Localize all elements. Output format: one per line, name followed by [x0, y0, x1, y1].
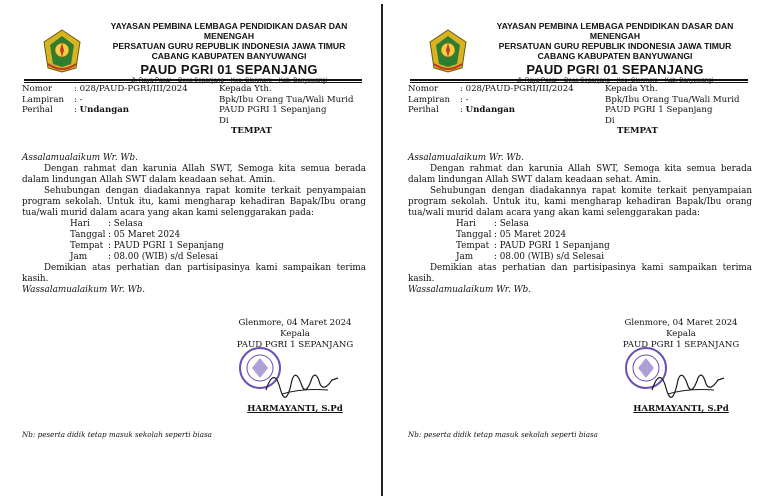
- recipient-line-5: TEMPAT: [231, 126, 272, 136]
- letter-body: [22, 153, 366, 296]
- nomor-value: : 028/PAUD-PGRI/III/2024: [74, 84, 188, 94]
- signer-title: Kepala: [666, 329, 696, 339]
- signature-icon: [262, 360, 342, 402]
- farewell: Wassalamualaikum Wr. Wb.: [408, 285, 532, 295]
- lampiran-label: Lampiran: [22, 94, 64, 105]
- recipient-block: [605, 84, 740, 137]
- perihal-label: Perihal: [408, 105, 439, 115]
- header-rule: [24, 79, 362, 81]
- lampiran-value: : -: [74, 94, 83, 105]
- perihal-value: Undangan: [465, 105, 516, 115]
- pgri-logo-icon: [40, 28, 84, 74]
- recipient-line-2: Bpk/Ibu Orang Tua/Wali Murid: [219, 94, 354, 105]
- nomor-label: Nomor: [22, 84, 53, 94]
- perihal-sep: :: [74, 105, 80, 115]
- nomor-label: Nomor: [408, 84, 439, 94]
- detail-label: Jam: [70, 252, 88, 262]
- paragraph-1: Dengan rahmat dan karunia Allah SWT, Semoga kita semua berada dalam lindungan Allah SWT dalam keadaan sehat. Amin.: [22, 164, 366, 185]
- recipient-line-1: Kepada Yth.: [605, 84, 658, 94]
- recipient-line-3: PAUD PGRI 1 Sepanjang: [605, 105, 713, 115]
- signer-name: HARMAYANTI, S.Pd: [633, 404, 729, 414]
- letterhead-line-2: PERSATUAN GURU REPUBLIK INDONESIA JAWA TIMUR: [498, 41, 732, 51]
- paragraph-2: Sehubungan dengan diadakannya rapat komite terkait penyampaian program sekolah. Untuk itu, kami mengharap kehadiran Bapak/Ibu orang tua/wali murid dalam acara yang akan kami selenggarakan pada:: [22, 186, 366, 218]
- pgri-logo-icon: [426, 28, 470, 74]
- header-rule-thin: [410, 82, 748, 83]
- letterhead-line-1: YAYASAN PEMBINA LEMBAGA PENDIDIKAN DASAR DAN MENENGAH: [496, 21, 734, 41]
- greeting: Assalamualaikum Wr. Wb.: [22, 153, 138, 163]
- letterhead-line-2: PERSATUAN GURU REPUBLIK INDONESIA JAWA TIMUR: [112, 41, 346, 51]
- letterhead-line-3: CABANG KABUPATEN BANYUWANGI: [151, 51, 307, 61]
- recipient-line-5: TEMPAT: [617, 126, 658, 136]
- perihal-sep: :: [460, 105, 466, 115]
- footnote: Nb: peserta didik tetap masuk sekolah seperti biasa: [22, 430, 212, 439]
- signature-block: [616, 318, 746, 414]
- detail-label: Tempat: [70, 241, 104, 251]
- letter-meta: [22, 84, 214, 116]
- signer-org: PAUD PGRI 1 SEPANJANG: [236, 340, 354, 350]
- detail-value: : PAUD PGRI 1 Sepanjang: [108, 241, 224, 251]
- recipient-block: [219, 84, 354, 137]
- greeting: Assalamualaikum Wr. Wb.: [408, 153, 524, 163]
- letterhead: [472, 21, 758, 85]
- school-name: PAUD PGRI 01 SEPANJANG: [526, 62, 704, 77]
- page-divider: [381, 4, 383, 496]
- detail-label: Tanggal: [70, 230, 106, 240]
- letterhead-line-3: CABANG KABUPATEN BANYUWANGI: [537, 51, 693, 61]
- letterhead-line-1: YAYASAN PEMBINA LEMBAGA PENDIDIKAN DASAR DAN MENENGAH: [110, 21, 348, 41]
- place-date: Glenmore, 04 Maret 2024: [238, 318, 352, 328]
- detail-value: : 05 Maret 2024: [494, 230, 567, 240]
- paragraph-2: Sehubungan dengan diadakannya rapat komite terkait penyampaian program sekolah. Untuk itu, kami mengharap kehadiran Bapak/Ibu orang tua/wali murid dalam acara yang akan kami selenggarakan pada:: [408, 186, 752, 218]
- nomor-value: : 028/PAUD-PGRI/III/2024: [460, 84, 574, 94]
- closing-paragraph: Demikian atas perhatian dan partisipasinya kami sampaikan terima kasih.: [408, 263, 752, 284]
- letterhead: [86, 21, 372, 85]
- recipient-line-3: PAUD PGRI 1 Sepanjang: [219, 105, 327, 115]
- detail-label: Tanggal: [456, 230, 492, 240]
- recipient-line-4: Di: [219, 115, 229, 126]
- perihal-label: Perihal: [22, 105, 53, 115]
- header-rule: [410, 79, 748, 81]
- footnote: Nb: peserta didik tetap masuk sekolah seperti biasa: [408, 430, 598, 439]
- recipient-line-2: Bpk/Ibu Orang Tua/Wali Murid: [605, 94, 740, 105]
- invitation-letter-left: [0, 0, 372, 501]
- closing-paragraph: Demikian atas perhatian dan partisipasinya kami sampaikan terima kasih.: [22, 263, 366, 284]
- detail-value: : 08.00 (WIB) s/d Selesai: [494, 252, 605, 262]
- detail-label: Hari: [456, 219, 476, 229]
- detail-value: : Selasa: [108, 219, 143, 229]
- lampiran-label: Lampiran: [408, 94, 450, 105]
- recipient-line-1: Kepada Yth.: [219, 84, 272, 94]
- header-rule-thin: [24, 82, 362, 83]
- event-details: [456, 219, 752, 263]
- lampiran-value: : -: [460, 94, 469, 105]
- signer-name: HARMAYANTI, S.Pd: [247, 404, 343, 414]
- detail-value: : 05 Maret 2024: [108, 230, 181, 240]
- detail-value: : Selasa: [494, 219, 529, 229]
- detail-label: Jam: [456, 252, 474, 262]
- letter-body: [408, 153, 752, 296]
- signer-org: PAUD PGRI 1 SEPANJANG: [622, 340, 740, 350]
- signer-title: Kepala: [280, 329, 310, 339]
- paragraph-1: Dengan rahmat dan karunia Allah SWT, Semoga kita semua berada dalam lindungan Allah SWT dalam keadaan sehat. Amin.: [408, 164, 752, 185]
- signature-block: [230, 318, 360, 414]
- detail-value: : 08.00 (WIB) s/d Selesai: [108, 252, 219, 262]
- invitation-letter-right: [386, 0, 758, 501]
- detail-label: Hari: [70, 219, 90, 229]
- perihal-value: Undangan: [79, 105, 130, 115]
- farewell: Wassalamualaikum Wr. Wb.: [22, 285, 146, 295]
- detail-label: Tempat: [456, 241, 490, 251]
- event-details: [70, 219, 366, 263]
- detail-value: : PAUD PGRI 1 Sepanjang: [494, 241, 610, 251]
- letter-meta: [408, 84, 600, 116]
- place-date: Glenmore, 04 Maret 2024: [624, 318, 738, 328]
- signature-icon: [648, 360, 728, 402]
- recipient-line-4: Di: [605, 115, 615, 126]
- school-name: PAUD PGRI 01 SEPANJANG: [140, 62, 318, 77]
